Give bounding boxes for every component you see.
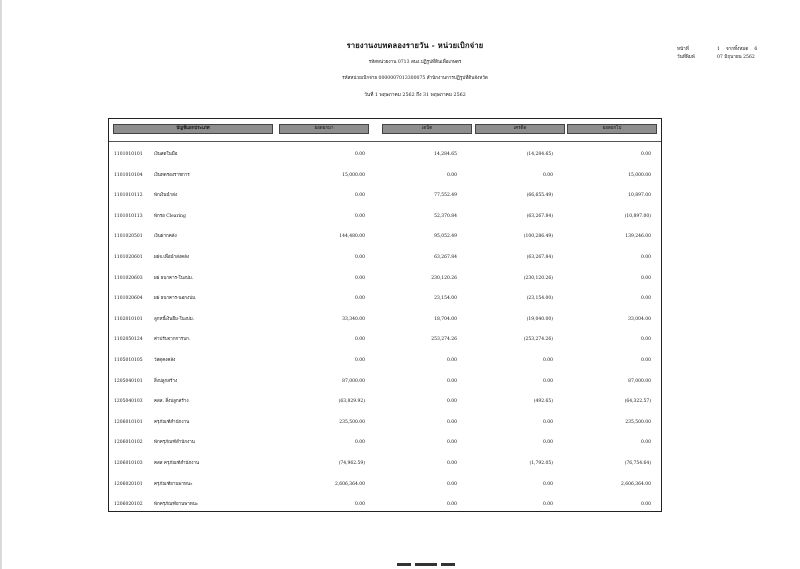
table-row: [109, 171, 661, 180]
closing-balance: 15,000.00: [628, 172, 651, 178]
table-row: [109, 294, 661, 303]
account-code: 1101020603: [114, 275, 143, 281]
debit-amount: 253,274.26: [431, 337, 457, 343]
account-name: สิ่งปลูกสร้าง: [154, 378, 178, 384]
report-header: [250, 40, 580, 99]
opening-balance: 235,500.00: [339, 419, 365, 425]
opening-balance: 33,340.00: [342, 316, 365, 322]
closing-balance: 10,897.00: [628, 193, 651, 199]
print-date: 07 มิถุนายน 2562: [717, 55, 755, 60]
credit-amount: (492.65): [533, 399, 553, 405]
account-name: วัสดุคงคลัง: [154, 358, 176, 363]
debit-amount: 23,154.00: [434, 296, 457, 302]
closing-balance: (76,754.64): [624, 461, 651, 466]
debit-amount: 95,052.49: [434, 234, 457, 240]
table-row: [109, 438, 661, 447]
opening-balance: 0.00: [354, 255, 365, 260]
closing-balance: 2,606,364.00: [620, 481, 651, 487]
table-row: [109, 459, 661, 468]
credit-amount: 0.00: [542, 481, 553, 487]
debit-amount: 18,704.00: [434, 316, 457, 322]
account-name: ค่าปรับจากการบก.: [154, 337, 191, 343]
debit-amount: 77,552.49: [434, 193, 457, 199]
account-name: ครุภัณฑ์ยานพาหนะ: [154, 481, 193, 487]
credit-amount: (63,267.84): [526, 255, 553, 260]
disbursing-unit-line: รหัสหน่วยเบิกจ่าย 0000007013300075 สำนักงานการปฏิรูปที่ดินจังหวัด: [342, 76, 488, 81]
account-name: ลูกหนี้เงินยืม-ในงปม.: [154, 316, 195, 322]
debit-amount: 63,267.84: [434, 255, 457, 260]
account-code: 1101020604: [114, 296, 143, 302]
table-row: [109, 253, 661, 262]
table-row: [109, 335, 661, 344]
column-header-credit: เครดิต: [475, 124, 565, 134]
account-code: 1105010105: [114, 358, 143, 363]
account-code: 1205040101: [114, 378, 143, 384]
account-name: พักเงินนำส่ง: [154, 193, 178, 199]
account-code: 1102050124: [114, 337, 143, 343]
debit-amount: 0.00: [446, 378, 457, 384]
opening-balance: 0.00: [354, 502, 365, 508]
column-header-opening: ยอดยกมา: [279, 124, 369, 134]
credit-amount: (100,286.49): [523, 234, 553, 240]
credit-amount: (253,274.26): [523, 337, 553, 343]
opening-balance: 0.00: [354, 275, 365, 281]
table-row: [109, 191, 661, 200]
credit-amount: 0.00: [542, 378, 553, 384]
account-code: 1206010101: [114, 419, 143, 425]
account-name: ผฝจ.เพื่อนำส่งคลัง: [154, 255, 190, 260]
debit-amount: 14,284.65: [434, 152, 457, 157]
opening-balance: 0.00: [354, 213, 365, 219]
table-row: [109, 356, 661, 365]
closing-balance: (10,897.00): [624, 213, 651, 219]
account-code: 1101010112: [114, 193, 143, 199]
debit-amount: 0.00: [446, 481, 457, 487]
agency-line: รหัสหน่วยงาน 0713 สนง.ปฏิรูปที่ดินเพื่อเกษตร: [368, 60, 462, 65]
table-header: [109, 119, 661, 141]
credit-amount: (63,267.84): [526, 213, 553, 219]
print-date-line: [677, 54, 757, 62]
column-header-closing: ยอดยกไป: [567, 124, 657, 134]
opening-balance: (74,962.59): [338, 461, 365, 466]
debit-amount: 0.00: [446, 399, 457, 405]
account-code: 1101010101: [114, 152, 143, 157]
account-name: เงินฝากคลัง: [154, 234, 177, 240]
table-row: [109, 377, 661, 386]
page-label: หน้าที่: [677, 47, 689, 52]
closing-balance: 0.00: [640, 337, 651, 343]
account-name: ผฝ ธนาคาร-นอกงปม.: [154, 296, 197, 302]
account-name: ครุภัณฑ์สำนักงาน: [154, 419, 190, 425]
opening-balance: 15,000.00: [342, 172, 365, 178]
account-code: 1205040103: [114, 399, 143, 405]
page-total: 6: [754, 47, 758, 52]
table-row: [109, 500, 661, 509]
debit-amount: 0.00: [446, 502, 457, 508]
account-name: ผฝ ธนาคาร-ในงปม.: [154, 275, 194, 281]
table-row: [109, 397, 661, 406]
opening-balance: 0.00: [354, 440, 365, 446]
opening-balance: 0.00: [354, 296, 365, 302]
account-code: 1206010103: [114, 461, 143, 466]
report-title: รายงานงบทดลองรายวัน - หน่วยเบิกจ่าย: [346, 41, 484, 50]
opening-balance: 0.00: [354, 337, 365, 343]
closing-balance: 0.00: [640, 358, 651, 363]
credit-amount: (230,120.26): [523, 275, 553, 281]
credit-amount: (1,792.05): [529, 461, 553, 466]
closing-balance: (64,322.57): [624, 399, 651, 405]
opening-balance: 2,606,364.00: [334, 481, 365, 487]
page-number-line: [677, 46, 757, 54]
table-row: [109, 315, 661, 324]
debit-amount: 0.00: [446, 419, 457, 425]
credit-amount: 0.00: [542, 358, 553, 363]
opening-balance: (63,829.92): [338, 399, 365, 405]
table-row: [109, 232, 661, 241]
credit-amount: 0.00: [542, 440, 553, 446]
print-date-label: วันที่พิมพ์: [677, 55, 695, 60]
credit-amount: 0.00: [542, 502, 553, 508]
table-row: [109, 150, 661, 159]
account-name: พักรอ Clearing: [154, 213, 186, 219]
closing-balance: 33,004.00: [628, 316, 651, 322]
account-name: เงินสดในมือ: [154, 152, 178, 157]
header-divider: [109, 141, 661, 142]
account-name: พักครุภัณฑ์ยานพาหนะ: [154, 502, 199, 508]
account-name: เงินทดรองราชการ: [154, 172, 190, 178]
debit-amount: 0.00: [446, 358, 457, 363]
closing-balance: 0.00: [640, 255, 651, 260]
table-row: [109, 212, 661, 221]
table-row: [109, 274, 661, 283]
opening-balance: 0.00: [354, 193, 365, 199]
debit-amount: 0.00: [446, 440, 457, 446]
debit-amount: 230,120.26: [431, 275, 457, 281]
account-name: คสส. สิ่งปลูกสร้าง: [154, 399, 189, 405]
closing-balance: 0.00: [640, 502, 651, 508]
credit-amount: (23,154.00): [526, 296, 553, 302]
debit-amount: 0.00: [446, 461, 457, 466]
trial-balance-table: [108, 118, 662, 512]
closing-balance: 235,500.00: [625, 419, 651, 425]
credit-amount: 0.00: [542, 419, 553, 425]
opening-balance: 87,000.00: [342, 378, 365, 384]
account-code: 1102010101: [114, 316, 143, 322]
table-row: [109, 418, 661, 427]
page-number: 1: [717, 47, 720, 52]
footer-mark: [397, 563, 457, 567]
account-code: 1206020102: [114, 502, 143, 508]
table-row: [109, 480, 661, 489]
account-code: 1101010104: [114, 172, 143, 178]
credit-amount: (14,284.65): [526, 152, 553, 157]
credit-amount: (66,655.49): [526, 193, 553, 199]
opening-balance: 0.00: [354, 358, 365, 363]
closing-balance: 87,000.00: [628, 378, 651, 384]
closing-balance: 0.00: [640, 152, 651, 157]
account-code: 1101010113: [114, 213, 143, 219]
page-meta: [677, 46, 757, 62]
account-name: พักครุภัณฑ์สำนักงาน: [154, 440, 195, 446]
opening-balance: 0.00: [354, 152, 365, 157]
date-range: วันที่ 1 พฤษภาคม 2562 ถึง 31 พฤษภาคม 2562: [364, 93, 466, 98]
scan-edge: [0, 0, 2, 569]
closing-balance: 0.00: [640, 440, 651, 446]
column-header-account: บัญชีแยกประเภท: [113, 124, 273, 134]
account-code: 1101020501: [114, 234, 143, 240]
credit-amount: (19,040.00): [526, 316, 553, 322]
account-code: 1206010102: [114, 440, 143, 446]
closing-balance: 0.00: [640, 296, 651, 302]
column-header-debit: เดบิต: [382, 124, 472, 134]
page-total-label: จากทั้งหมด: [725, 47, 749, 52]
account-code: 1101020601: [114, 255, 143, 260]
account-name: คสส ครุภัณฑ์สำนักงาน: [154, 461, 200, 466]
closing-balance: 0.00: [640, 275, 651, 281]
debit-amount: 52,370.84: [434, 213, 457, 219]
account-code: 1206020101: [114, 481, 143, 487]
closing-balance: 139,246.00: [625, 234, 651, 240]
debit-amount: 0.00: [446, 172, 457, 178]
credit-amount: 0.00: [542, 172, 553, 178]
opening-balance: 144,480.00: [339, 234, 365, 240]
